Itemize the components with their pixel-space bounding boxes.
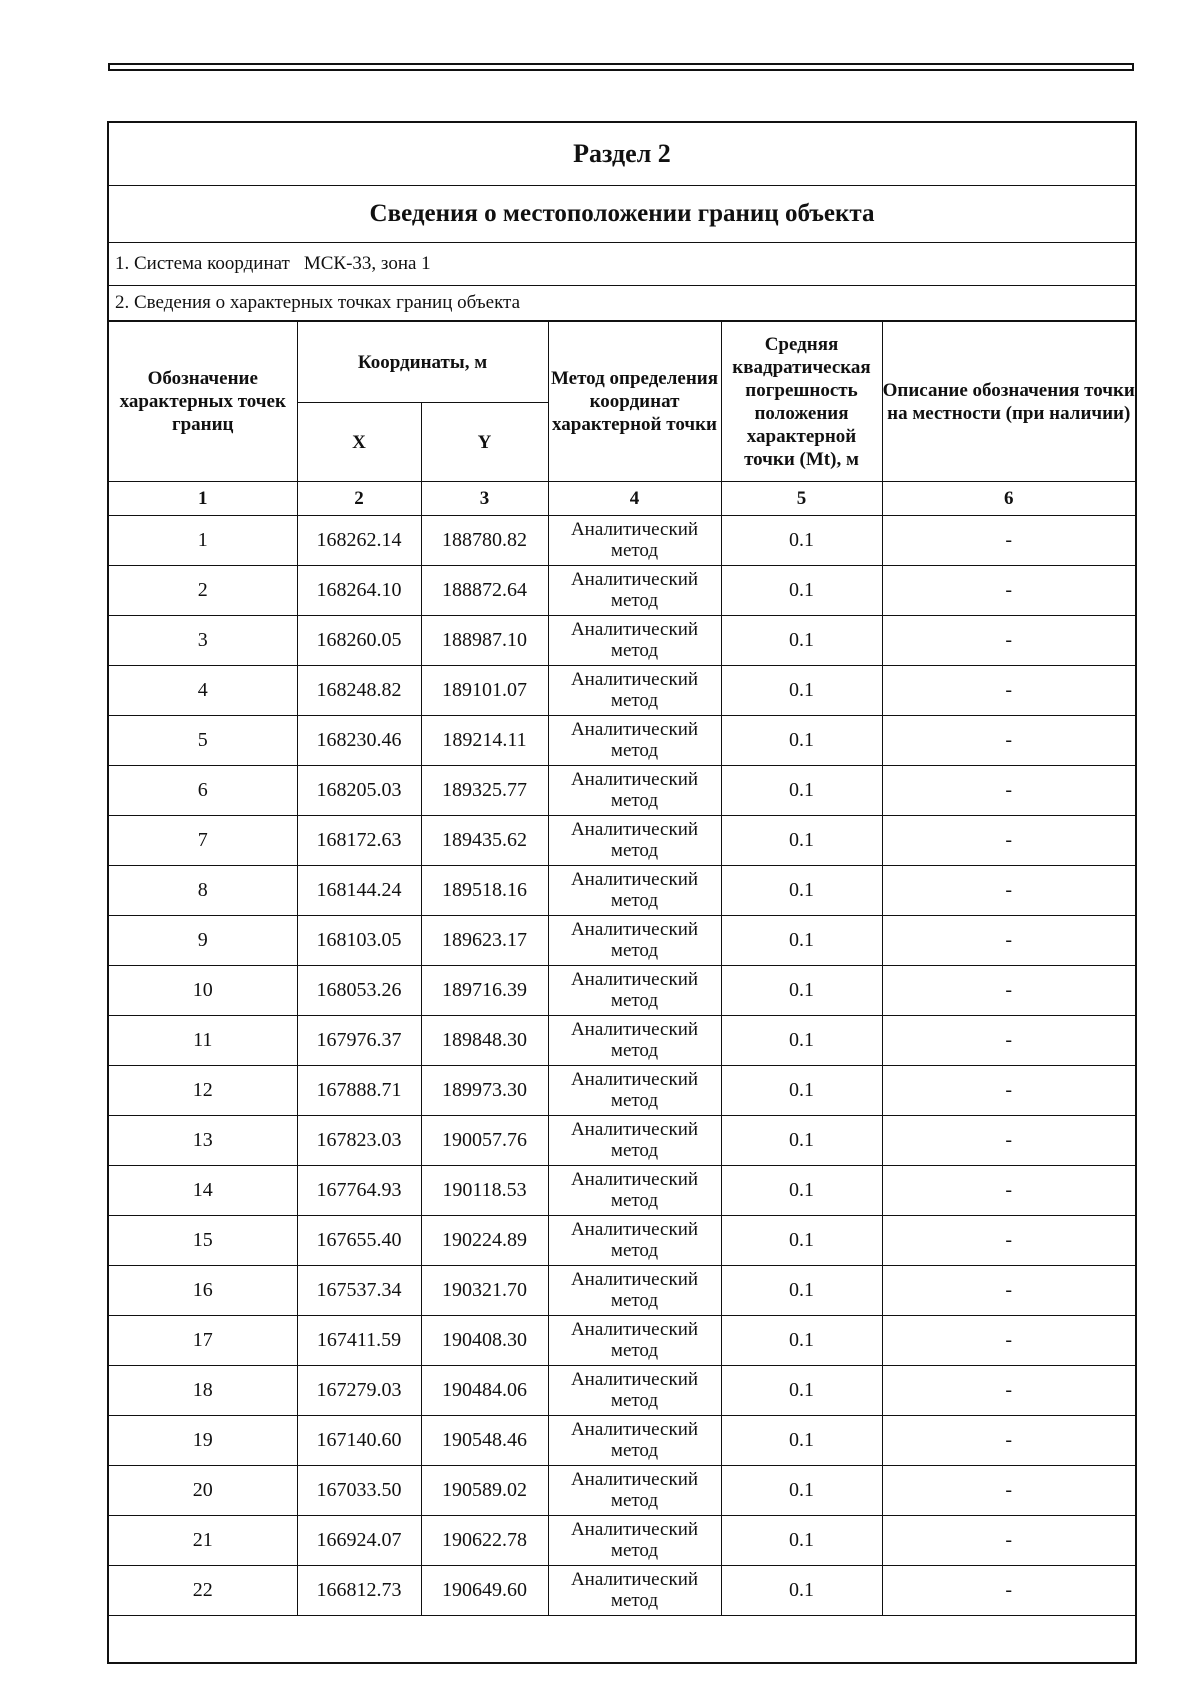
table-body — [109, 516, 1135, 1616]
table-row — [109, 1166, 1135, 1216]
point-id-cell: 7 — [109, 816, 297, 866]
method-cell — [548, 966, 721, 1016]
method-line-1: Аналитический — [570, 1419, 699, 1440]
point-id-cell: 8 — [109, 866, 297, 916]
method-cell — [548, 716, 721, 766]
table-row — [109, 666, 1135, 716]
method-cell — [548, 1216, 721, 1266]
mean-error-cell: 0.1 — [721, 1066, 882, 1116]
point-id-cell: 6 — [109, 766, 297, 816]
section-subtitle: Сведения о местоположении границ объекта — [109, 186, 1135, 243]
point-id-cell: 11 — [109, 1016, 297, 1066]
method-line-2: метод — [610, 1040, 659, 1061]
table-row — [109, 566, 1135, 616]
method-cell — [548, 916, 721, 966]
x-coordinate-cell: 167655.40 — [297, 1216, 421, 1266]
coord-system-value: МСК-33, зона 1 — [303, 253, 431, 274]
mean-error-cell: 0.1 — [721, 966, 882, 1016]
mean-error-cell: 0.1 — [721, 1116, 882, 1166]
method-line-2: метод — [610, 1440, 659, 1461]
description-cell: - — [882, 866, 1135, 916]
method-line-1: Аналитический — [570, 819, 699, 840]
header-description: Описание обозначения точки на местности (при наличии) — [882, 322, 1135, 482]
method-line-1: Аналитический — [570, 1319, 699, 1340]
x-coordinate-cell: 167823.03 — [297, 1116, 421, 1166]
method-cell — [548, 566, 721, 616]
table-row — [109, 1466, 1135, 1516]
description-cell: - — [882, 1416, 1135, 1466]
description-cell: - — [882, 1166, 1135, 1216]
method-cell — [548, 1016, 721, 1066]
y-coordinate-cell: 189973.30 — [421, 1066, 548, 1116]
method-line-1: Аналитический — [570, 1369, 699, 1390]
coord-system-label: 1. Система координат — [115, 253, 290, 274]
y-coordinate-cell: 190622.78 — [421, 1516, 548, 1566]
y-coordinate-cell: 190118.53 — [421, 1166, 548, 1216]
x-coordinate-cell: 167411.59 — [297, 1316, 421, 1366]
method-cell — [548, 1316, 721, 1366]
method-line-2: метод — [610, 1490, 659, 1511]
point-id-cell: 13 — [109, 1116, 297, 1166]
mean-error-cell: 0.1 — [721, 1516, 882, 1566]
x-coordinate-cell: 166924.07 — [297, 1516, 421, 1566]
column-number: 4 — [548, 482, 721, 516]
method-line-1: Аналитический — [570, 1019, 699, 1040]
method-line-2: метод — [610, 1140, 659, 1161]
method-line-2: метод — [610, 1290, 659, 1311]
mean-error-cell: 0.1 — [721, 816, 882, 866]
x-coordinate-cell: 168230.46 — [297, 716, 421, 766]
method-line-1: Аналитический — [570, 769, 699, 790]
table-row — [109, 1516, 1135, 1566]
mean-error-cell: 0.1 — [721, 1466, 882, 1516]
y-coordinate-cell: 190057.76 — [421, 1116, 548, 1166]
method-line-2: метод — [610, 990, 659, 1011]
point-id-cell: 20 — [109, 1466, 297, 1516]
mean-error-cell: 0.1 — [721, 1316, 882, 1366]
description-cell: - — [882, 916, 1135, 966]
mean-error-cell: 0.1 — [721, 916, 882, 966]
method-line-2: метод — [610, 890, 659, 911]
table-row — [109, 1316, 1135, 1366]
top-border-bar — [108, 63, 1134, 71]
method-line-1: Аналитический — [570, 1169, 699, 1190]
column-number: 1 — [109, 482, 297, 516]
method-line-2: метод — [610, 740, 659, 761]
description-cell: - — [882, 616, 1135, 666]
x-coordinate-cell: 167764.93 — [297, 1166, 421, 1216]
y-coordinate-cell: 190224.89 — [421, 1216, 548, 1266]
mean-error-cell: 0.1 — [721, 1566, 882, 1616]
point-id-cell: 15 — [109, 1216, 297, 1266]
x-coordinate-cell: 168172.63 — [297, 816, 421, 866]
column-number: 2 — [297, 482, 421, 516]
point-id-cell: 1 — [109, 516, 297, 566]
header-method: Метод определения координат характерной точки — [548, 322, 721, 482]
header-mean-error: Средняя квадратическая погрешность положения характерной точки (Mt), м — [721, 322, 882, 482]
x-coordinate-cell: 167537.34 — [297, 1266, 421, 1316]
mean-error-cell: 0.1 — [721, 1166, 882, 1216]
method-cell — [548, 516, 721, 566]
method-cell — [548, 816, 721, 866]
y-coordinate-cell: 189325.77 — [421, 766, 548, 816]
section-sheet — [107, 121, 1137, 1664]
description-cell: - — [882, 816, 1135, 866]
description-cell: - — [882, 1366, 1135, 1416]
description-cell: - — [882, 1016, 1135, 1066]
mean-error-cell: 0.1 — [721, 1216, 882, 1266]
header-point-designation: Обозначение характерных точек границ — [109, 322, 297, 482]
boundary-points-table — [109, 321, 1135, 1616]
method-line-2: метод — [610, 790, 659, 811]
method-line-1: Аналитический — [570, 1569, 699, 1590]
method-line-2: метод — [610, 1540, 659, 1561]
table-row — [109, 966, 1135, 1016]
y-coordinate-cell: 189518.16 — [421, 866, 548, 916]
x-coordinate-cell: 168103.05 — [297, 916, 421, 966]
y-coordinate-cell: 189435.62 — [421, 816, 548, 866]
point-id-cell: 5 — [109, 716, 297, 766]
table-row — [109, 1366, 1135, 1416]
x-coordinate-cell: 166812.73 — [297, 1566, 421, 1616]
table-row — [109, 616, 1135, 666]
method-line-2: метод — [610, 1240, 659, 1261]
mean-error-cell: 0.1 — [721, 1016, 882, 1066]
x-coordinate-cell: 168260.05 — [297, 616, 421, 666]
table-row — [109, 1416, 1135, 1466]
point-id-cell: 14 — [109, 1166, 297, 1216]
column-number: 3 — [421, 482, 548, 516]
method-line-2: метод — [610, 1090, 659, 1111]
description-cell: - — [882, 1516, 1135, 1566]
table-row — [109, 1116, 1135, 1166]
table-row — [109, 1066, 1135, 1116]
method-line-1: Аналитический — [570, 1119, 699, 1140]
table-row — [109, 866, 1135, 916]
x-coordinate-cell: 167140.60 — [297, 1416, 421, 1466]
description-cell: - — [882, 966, 1135, 1016]
description-cell: - — [882, 716, 1135, 766]
x-coordinate-cell: 167888.71 — [297, 1066, 421, 1116]
point-id-cell: 17 — [109, 1316, 297, 1366]
table-row — [109, 816, 1135, 866]
description-cell: - — [882, 1566, 1135, 1616]
description-cell: - — [882, 566, 1135, 616]
method-line-1: Аналитический — [570, 619, 699, 640]
method-line-1: Аналитический — [570, 1069, 699, 1090]
table-row — [109, 1566, 1135, 1616]
mean-error-cell: 0.1 — [721, 616, 882, 666]
method-cell — [548, 1466, 721, 1516]
description-cell: - — [882, 516, 1135, 566]
method-line-2: метод — [610, 1190, 659, 1211]
method-line-1: Аналитический — [570, 719, 699, 740]
point-id-cell: 21 — [109, 1516, 297, 1566]
mean-error-cell: 0.1 — [721, 866, 882, 916]
x-coordinate-cell: 168053.26 — [297, 966, 421, 1016]
method-line-1: Аналитический — [570, 1469, 699, 1490]
point-id-cell: 2 — [109, 566, 297, 616]
method-line-1: Аналитический — [570, 1519, 699, 1540]
x-coordinate-cell: 168264.10 — [297, 566, 421, 616]
description-cell: - — [882, 1116, 1135, 1166]
point-id-cell: 4 — [109, 666, 297, 716]
method-cell — [548, 1066, 721, 1116]
method-line-2: метод — [610, 940, 659, 961]
method-cell — [548, 1366, 721, 1416]
method-line-1: Аналитический — [570, 569, 699, 590]
point-id-cell: 19 — [109, 1416, 297, 1466]
table-row — [109, 916, 1135, 966]
table-row — [109, 1216, 1135, 1266]
method-cell — [548, 1266, 721, 1316]
method-line-2: метод — [610, 1590, 659, 1611]
mean-error-cell: 0.1 — [721, 716, 882, 766]
y-coordinate-cell: 190589.02 — [421, 1466, 548, 1516]
point-id-cell: 18 — [109, 1366, 297, 1416]
y-coordinate-cell: 190408.30 — [421, 1316, 548, 1366]
description-cell: - — [882, 1216, 1135, 1266]
method-line-1: Аналитический — [570, 969, 699, 990]
point-id-cell: 10 — [109, 966, 297, 1016]
description-cell: - — [882, 1266, 1135, 1316]
mean-error-cell: 0.1 — [721, 1416, 882, 1466]
header-y: Y — [421, 403, 548, 482]
y-coordinate-cell: 188780.82 — [421, 516, 548, 566]
y-coordinate-cell: 189623.17 — [421, 916, 548, 966]
method-line-2: метод — [610, 1340, 659, 1361]
description-cell: - — [882, 766, 1135, 816]
method-cell — [548, 1566, 721, 1616]
mean-error-cell: 0.1 — [721, 1266, 882, 1316]
point-id-cell: 22 — [109, 1566, 297, 1616]
column-number: 6 — [882, 482, 1135, 516]
method-line-1: Аналитический — [570, 1269, 699, 1290]
description-cell: - — [882, 1466, 1135, 1516]
x-coordinate-cell: 167976.37 — [297, 1016, 421, 1066]
mean-error-cell: 0.1 — [721, 1366, 882, 1416]
method-line-2: метод — [610, 540, 659, 561]
y-coordinate-cell: 189101.07 — [421, 666, 548, 716]
method-cell — [548, 1516, 721, 1566]
header-coordinates: Координаты, м — [297, 322, 548, 403]
method-cell — [548, 666, 721, 716]
description-cell: - — [882, 666, 1135, 716]
method-line-2: метод — [610, 1390, 659, 1411]
method-line-1: Аналитический — [570, 519, 699, 540]
method-line-1: Аналитический — [570, 869, 699, 890]
method-line-2: метод — [610, 690, 659, 711]
x-coordinate-cell: 167033.50 — [297, 1466, 421, 1516]
header-x: X — [297, 403, 421, 482]
y-coordinate-cell: 188987.10 — [421, 616, 548, 666]
table-row — [109, 1266, 1135, 1316]
point-id-cell: 12 — [109, 1066, 297, 1116]
y-coordinate-cell: 190321.70 — [421, 1266, 548, 1316]
point-id-cell: 9 — [109, 916, 297, 966]
mean-error-cell: 0.1 — [721, 516, 882, 566]
method-cell — [548, 616, 721, 666]
method-line-1: Аналитический — [570, 669, 699, 690]
y-coordinate-cell: 189716.39 — [421, 966, 548, 1016]
points-caption: 2. Сведения о характерных точках границ объекта — [109, 286, 1135, 321]
x-coordinate-cell: 168262.14 — [297, 516, 421, 566]
table-row — [109, 766, 1135, 816]
mean-error-cell: 0.1 — [721, 766, 882, 816]
method-cell — [548, 1116, 721, 1166]
description-cell: - — [882, 1316, 1135, 1366]
coord-system-row — [109, 243, 1135, 286]
table-row — [109, 716, 1135, 766]
y-coordinate-cell: 188872.64 — [421, 566, 548, 616]
mean-error-cell: 0.1 — [721, 666, 882, 716]
description-cell: - — [882, 1066, 1135, 1116]
method-cell — [548, 766, 721, 816]
x-coordinate-cell: 168248.82 — [297, 666, 421, 716]
point-id-cell: 3 — [109, 616, 297, 666]
y-coordinate-cell: 190548.46 — [421, 1416, 548, 1466]
column-number: 5 — [721, 482, 882, 516]
section-title: Раздел 2 — [109, 123, 1135, 186]
point-id-cell: 16 — [109, 1266, 297, 1316]
method-line-2: метод — [610, 840, 659, 861]
table-row — [109, 516, 1135, 566]
method-line-1: Аналитический — [570, 919, 699, 940]
method-line-2: метод — [610, 590, 659, 611]
method-cell — [548, 866, 721, 916]
x-coordinate-cell: 168144.24 — [297, 866, 421, 916]
table-row — [109, 1016, 1135, 1066]
y-coordinate-cell: 189214.11 — [421, 716, 548, 766]
x-coordinate-cell: 168205.03 — [297, 766, 421, 816]
x-coordinate-cell: 167279.03 — [297, 1366, 421, 1416]
method-line-1: Аналитический — [570, 1219, 699, 1240]
method-cell — [548, 1166, 721, 1216]
y-coordinate-cell: 190484.06 — [421, 1366, 548, 1416]
y-coordinate-cell: 189848.30 — [421, 1016, 548, 1066]
column-number-row — [109, 482, 1135, 516]
method-cell — [548, 1416, 721, 1466]
mean-error-cell: 0.1 — [721, 566, 882, 616]
y-coordinate-cell: 190649.60 — [421, 1566, 548, 1616]
method-line-2: метод — [610, 640, 659, 661]
